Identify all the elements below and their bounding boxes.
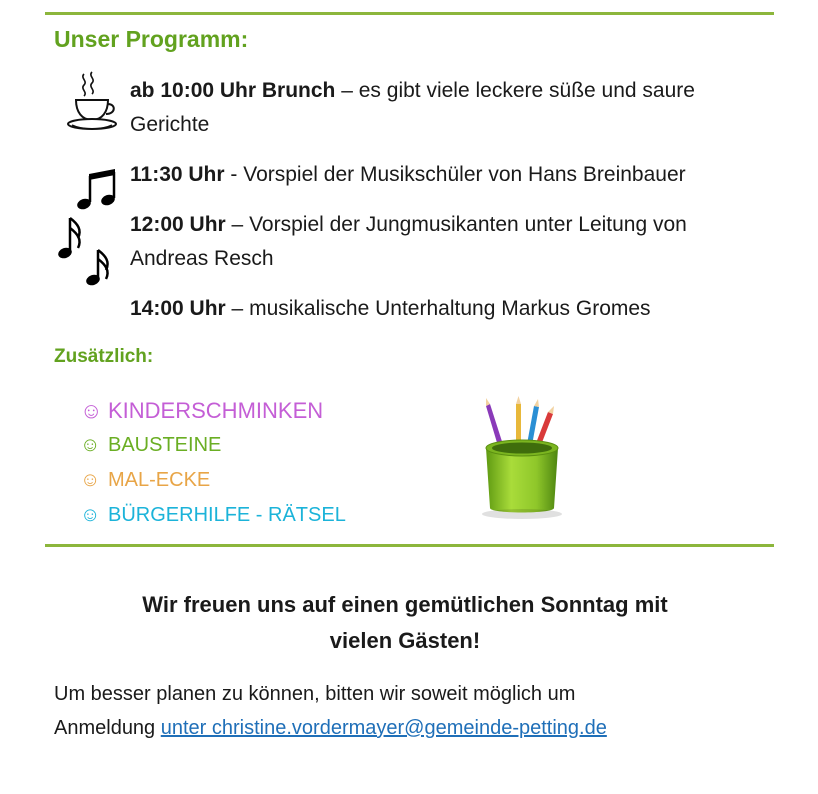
- extra-item-kinderschminken: [80, 398, 323, 424]
- middle-rule: [45, 544, 774, 547]
- email-link[interactable]: unter christine.vordermayer@gemeinde-petting.de: [160, 717, 607, 739]
- program-time: 14:00 Uhr: [130, 297, 226, 320]
- program-text: Vorspiel der Musikschüler von Hans Breinbauer: [243, 163, 686, 186]
- smiley-icon: ☺: [80, 504, 101, 526]
- program-item-1200: [130, 208, 770, 276]
- extra-item-mal-ecke: [80, 469, 210, 492]
- program-separator: –: [335, 79, 359, 102]
- smiley-icon: ☺: [80, 434, 101, 456]
- program-text-continued: Andreas Resch: [130, 247, 274, 270]
- program-text: es gibt viele leckere süße und saure: [358, 79, 695, 102]
- program-time: 12:00 Uhr: [130, 213, 226, 236]
- top-rule: [45, 12, 774, 15]
- closing-message: [55, 587, 755, 659]
- program-item-1400: [130, 292, 770, 326]
- program-text: musikalische Unterhaltung Markus Gromes: [249, 297, 651, 320]
- closing-line-1: Wir freuen uns auf einen gemütlichen Sonntag mit: [142, 592, 668, 617]
- program-heading: Unser Programm:: [54, 26, 249, 52]
- note-line-2-prefix: Anmeldung: [54, 717, 161, 739]
- program-time: ab 10:00 Uhr Brunch: [130, 79, 336, 102]
- extra-item-bausteine: [80, 434, 221, 457]
- extra-label: MAL-ECKE: [108, 469, 211, 491]
- extra-label: KINDERSCHMINKEN: [108, 398, 324, 423]
- music-notes-icon: [56, 166, 124, 293]
- smiley-icon: ☺: [80, 398, 103, 423]
- program-text-continued: Gerichte: [130, 113, 210, 136]
- closing-line-2: vielen Gästen!: [329, 628, 481, 653]
- smiley-icon: ☺: [80, 469, 101, 491]
- program-separator: –: [225, 213, 250, 236]
- program-item-1130: [130, 158, 770, 192]
- extra-item-buergerhilfe: [80, 504, 346, 527]
- program-item-brunch: [130, 74, 770, 142]
- program-separator: –: [225, 297, 250, 320]
- program-text: Vorspiel der Jungmusikanten unter Leitung von: [249, 213, 687, 236]
- note-line-1: Um besser planen zu können, bitten wir soweit möglich um: [54, 683, 576, 705]
- program-separator: -: [224, 163, 244, 186]
- program-time: 11:30 Uhr: [130, 163, 225, 186]
- registration-note: [54, 677, 794, 745]
- extra-label: BAUSTEINE: [108, 434, 222, 456]
- additional-heading: Zusätzlich:: [54, 346, 154, 367]
- coffee-cup-icon: [62, 70, 122, 137]
- pencil-cup-icon: [472, 396, 572, 527]
- extra-label: BÜRGERHILFE - RÄTSEL: [108, 504, 346, 526]
